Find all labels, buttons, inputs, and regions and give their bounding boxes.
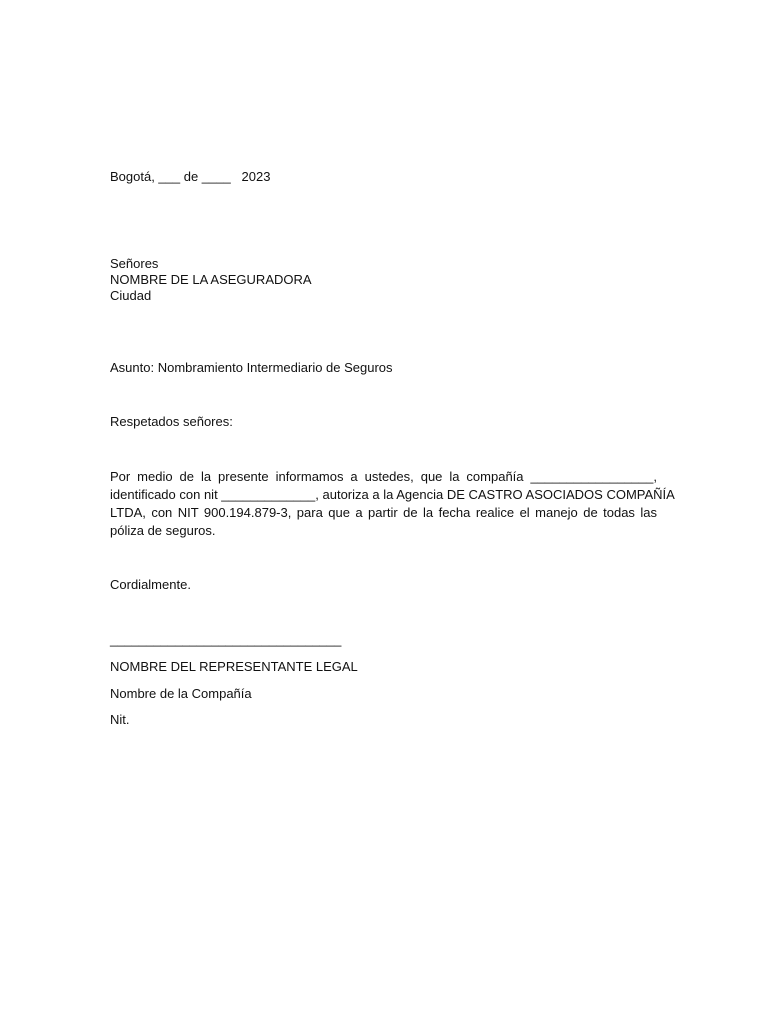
recipient-city: Ciudad [110,288,152,303]
signer-company: Nombre de la Compañía [110,686,252,701]
closing: Cordialmente. [110,577,191,592]
recipient-salutation: Señores [110,256,159,271]
body-paragraph [110,468,675,540]
body-line: LTDA, con NIT 900.194.879-3, para que a partir de la fecha realice el manejo de todas las [110,505,657,520]
signature-line: ________________________________ [110,632,342,647]
body-line: póliza de seguros. [110,523,216,538]
body-line: identificado con nit _____________, autoriza a la Agencia DE CASTRO ASOCIADOS COMPAÑÍA [110,487,675,502]
recipient-company: NOMBRE DE LA ASEGURADORA [110,272,312,287]
body-line: Por medio de la presente informamos a ustedes, que la compañía _________________, [110,469,657,484]
greeting: Respetados señores: [110,414,233,429]
signer-nit: Nit. [110,712,130,727]
date-line: Bogotá, ___ de ____ 2023 [110,169,271,184]
signer-name: NOMBRE DEL REPRESENTANTE LEGAL [110,659,358,674]
subject-line: Asunto: Nombramiento Intermediario de Seguros [110,360,393,375]
